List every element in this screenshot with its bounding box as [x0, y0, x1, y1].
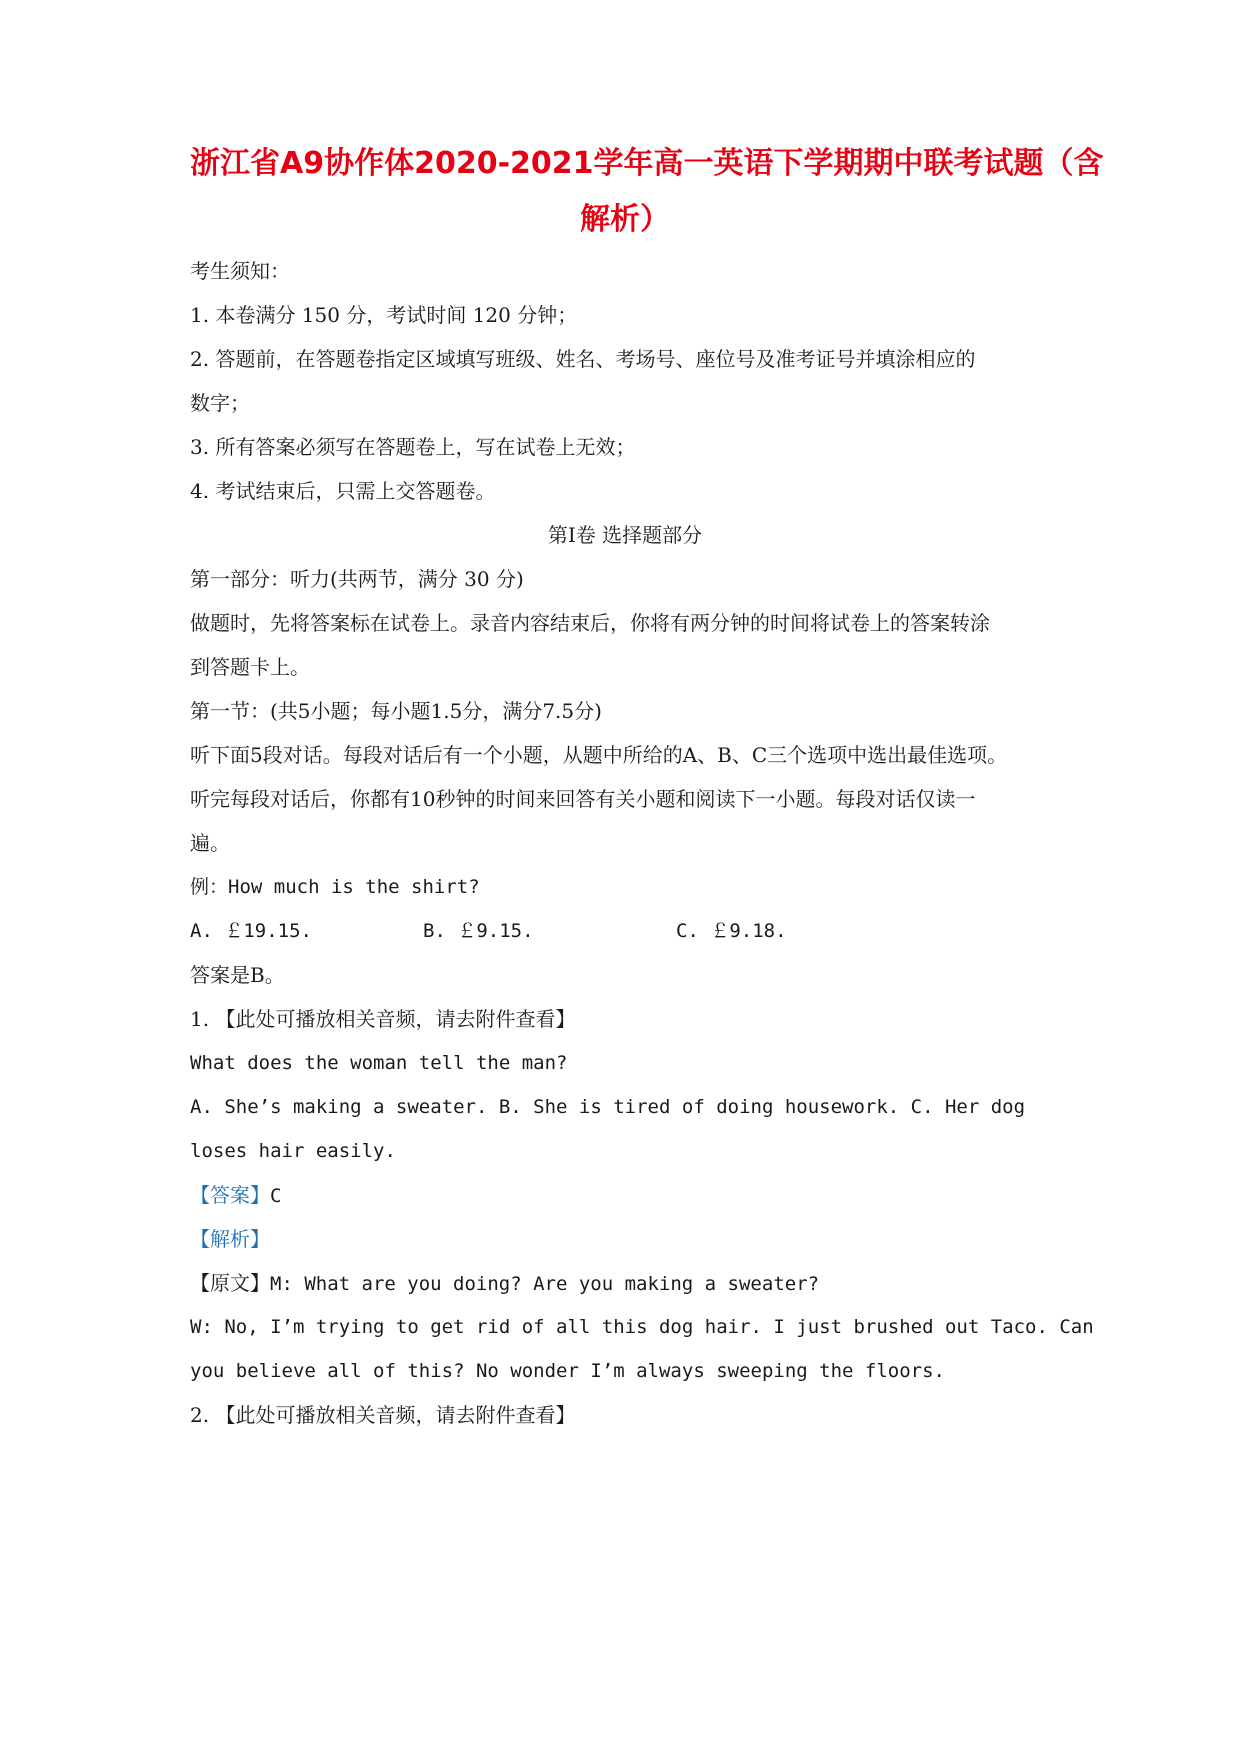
q1-analysis-label: 【解析】 — [190, 1227, 270, 1251]
part1-instruction-line-1: 做题时，先将答案标在试卷上。录音内容结束后，你将有两分钟的时间将试卷上的答案转涂 — [190, 611, 990, 635]
q2-audio-note: 2. 【此处可播放相关音频，请去附件查看】 — [190, 1403, 576, 1427]
document-title-line-1: 浙江省A9协作体2020-2021学年高一英语下学期期中联考试题（含 — [190, 146, 1104, 181]
notice-item-3: 3. 所有答案必须写在答题卷上，写在试卷上无效； — [190, 435, 636, 459]
notice-item-4: 4. 考试结束后，只需上交答题卷。 — [190, 479, 496, 503]
section1-heading: 第一节：(共5小题；每小题1.5分，满分7.5分) — [190, 699, 602, 723]
notice-item-1: 1. 本卷满分 150 分，考试时间 120 分钟； — [190, 303, 578, 327]
volume-heading: 第Ⅰ卷 选择题部分 — [547, 523, 703, 547]
document-title-line-2: 解析） — [580, 202, 670, 237]
q1-answer — [190, 1182, 1070, 1209]
example-answer: 答案是B。 — [190, 963, 285, 987]
section1-instruction-line-1: 听下面5段对话。每段对话后有一个小题，从题中所给的A、B、C三个选项中选出最佳选项。 — [190, 743, 1008, 767]
q1-options-line-2: loses hair easily. — [190, 1140, 396, 1162]
q1-transcript-label: 【原文】 — [190, 1271, 270, 1295]
section1-instruction-line-2: 听完每段对话后，你都有10秒钟的时间来回答有关小题和阅读下一小题。每段对话仅读一 — [190, 787, 976, 811]
q1-transcript-m-text: M: What are you doing? Are you making a sweater? — [270, 1273, 820, 1295]
notice-item-2-continued: 数字； — [190, 391, 250, 415]
example-option-a: A. ￡19.15. — [190, 920, 312, 942]
q1-transcript-w-line-1: W: No, I’m trying to get rid of all this dog hair. I just brushed out Taco. Can — [190, 1316, 1094, 1338]
part1-instruction-line-2: 到答题卡上。 — [190, 655, 310, 679]
q1-options-line-1: A. She’s making a sweater. B. She is tired of doing housework. C. Her dog — [190, 1096, 1026, 1118]
example-option-b: B. ￡9.15. — [423, 920, 534, 942]
notice-item-2: 2. 答题前，在答题卷指定区域填写班级、姓名、考场号、座位号及准考证号并填涂相应的 — [190, 347, 976, 371]
q1-question: What does the woman tell the man? — [190, 1052, 568, 1074]
q1-transcript-m — [190, 1270, 1070, 1297]
part1-heading: 第一部分：听力(共两节，满分 30 分) — [190, 567, 524, 591]
example-question: 例：How much is the shirt? — [190, 876, 480, 898]
q1-audio-note: 1. 【此处可播放相关音频，请去附件查看】 — [190, 1007, 576, 1031]
notice-heading: 考生须知： — [190, 259, 290, 283]
q1-answer-value: C — [270, 1185, 282, 1207]
q1-answer-label: 【答案】 — [190, 1183, 270, 1207]
section1-instruction-line-3: 遍。 — [190, 831, 230, 855]
example-option-c: C. ￡9.18. — [676, 920, 787, 942]
q1-transcript-w-line-2: you believe all of this? No wonder I’m always sweeping the floors. — [190, 1360, 945, 1382]
